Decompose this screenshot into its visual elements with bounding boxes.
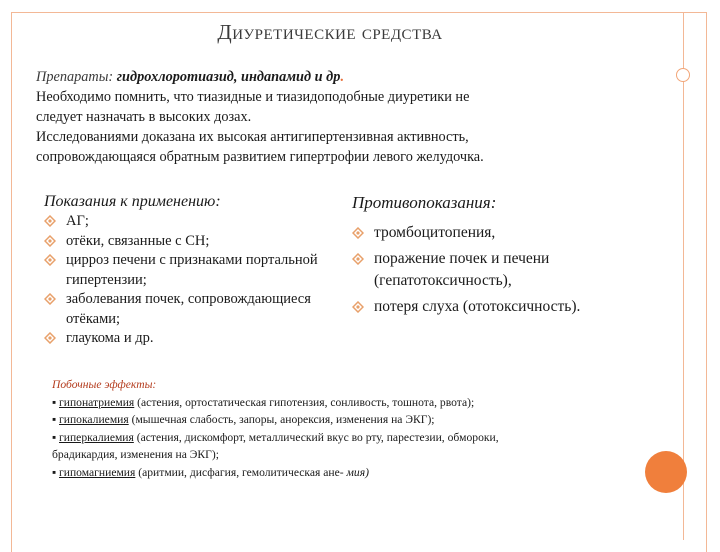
indication-text: цирроз печени с признаками портальной гипертензии; [66,252,318,288]
intro-line-1: Необходимо помнить, что тиазидные и тиазидоподобные диуретики не [36,89,470,105]
bullet-icon [44,254,56,266]
side-effect-term: гипомагниемия [59,465,136,479]
list-item [44,329,334,349]
side-effect-term: гипокалиемия [59,413,129,426]
list-item [44,212,334,232]
intro-line-2: следует назначать в высоких дозах. [36,109,252,125]
contraindications-list [352,222,662,318]
list-item [352,222,662,244]
indications-list [44,212,334,349]
bullet-icon [44,215,56,227]
side-effect-item: ▪ гипокалиемия (мышечная слабость, запоры, анорексия, изменения на ЭКГ); [52,413,435,426]
contraindications-column [352,192,662,322]
drugs-names: гидрохлоротиазид, индапамид и др [113,69,341,85]
intro-block [36,67,636,167]
indications-column [44,192,334,349]
bullet-icon [352,301,364,313]
side-effect-tail: мия) [346,465,369,479]
list-item [352,248,662,292]
side-effect-desc: (мышечная слабость, запоры, анорексия, изменения на ЭКГ); [128,413,435,426]
side-effect-term: гиперкалиемия [59,430,134,444]
side-effect-item: ▪ гипонатриемия (астения, ортостатическая гипотензия, сонливость, тошнота, рвота); [52,395,475,409]
bullet-icon [352,253,364,265]
indication-text: АГ; [66,213,89,229]
side-effects-block [52,376,552,481]
indication-text: отёки, связанные с СН; [66,232,210,249]
drugs-line [36,67,636,87]
bullet-icon [44,293,56,305]
side-effect-desc: (астения, дискомфорт, металлический вкус во рту, парестезии, обмороки, брадикардия, изменения на ЭКГ); [52,430,499,461]
indication-text: заболевания почек, сопровождающиеся отёками; [66,291,311,327]
indication-text: глаукома и др. [66,330,154,346]
drugs-label: Препараты: [36,69,114,85]
intro-line-3: Исследованиями доказана их высокая антигипертензивная активность, [36,129,469,145]
side-effect-desc: (астения, ортостатическая гипотензия, сонливость, тошнота, рвота); [134,395,475,409]
slide-title [0,20,660,45]
slide-title-text: Диуретические средства [217,20,443,44]
side-effect-item: ▪ гипомагниемия (аритмии, дисфагия, гемолитическая ане- мия) [52,465,369,479]
side-effects-title: Побочные эффекты: [52,378,157,391]
list-item [352,296,662,318]
side-effect-term: гипонатриемия [59,395,135,409]
side-effect-desc: (аритмии, дисфагия, гемолитическая ане- [135,465,347,479]
bullet-icon [44,332,56,344]
decor-circle-outline [676,68,690,82]
contraindications-heading: Противопоказания: [352,193,497,212]
indications-heading: Показания к применению: [44,193,221,210]
side-effect-item: ▪ гиперкалиемия (астения, дискомфорт, металлический вкус во рту, парестезии, обмороки, брадикардия, изменения на ЭКГ); [52,430,499,461]
bullet-icon [352,227,364,239]
decor-circle-filled [645,451,687,493]
intro-line-4: сопровождающаяся обратным развитием гипертрофии левого желудочка. [36,149,484,165]
contraindication-text: тромбоцитопения, [374,224,496,241]
list-item [44,232,334,252]
contraindication-text: поражение почек и печени (гепатотоксичность), [374,250,550,289]
bullet-icon [44,235,56,247]
list-item [44,251,334,290]
contraindication-text: потеря слуха (ототоксичность). [374,298,581,315]
list-item [44,290,334,329]
drugs-end: . [340,69,345,85]
